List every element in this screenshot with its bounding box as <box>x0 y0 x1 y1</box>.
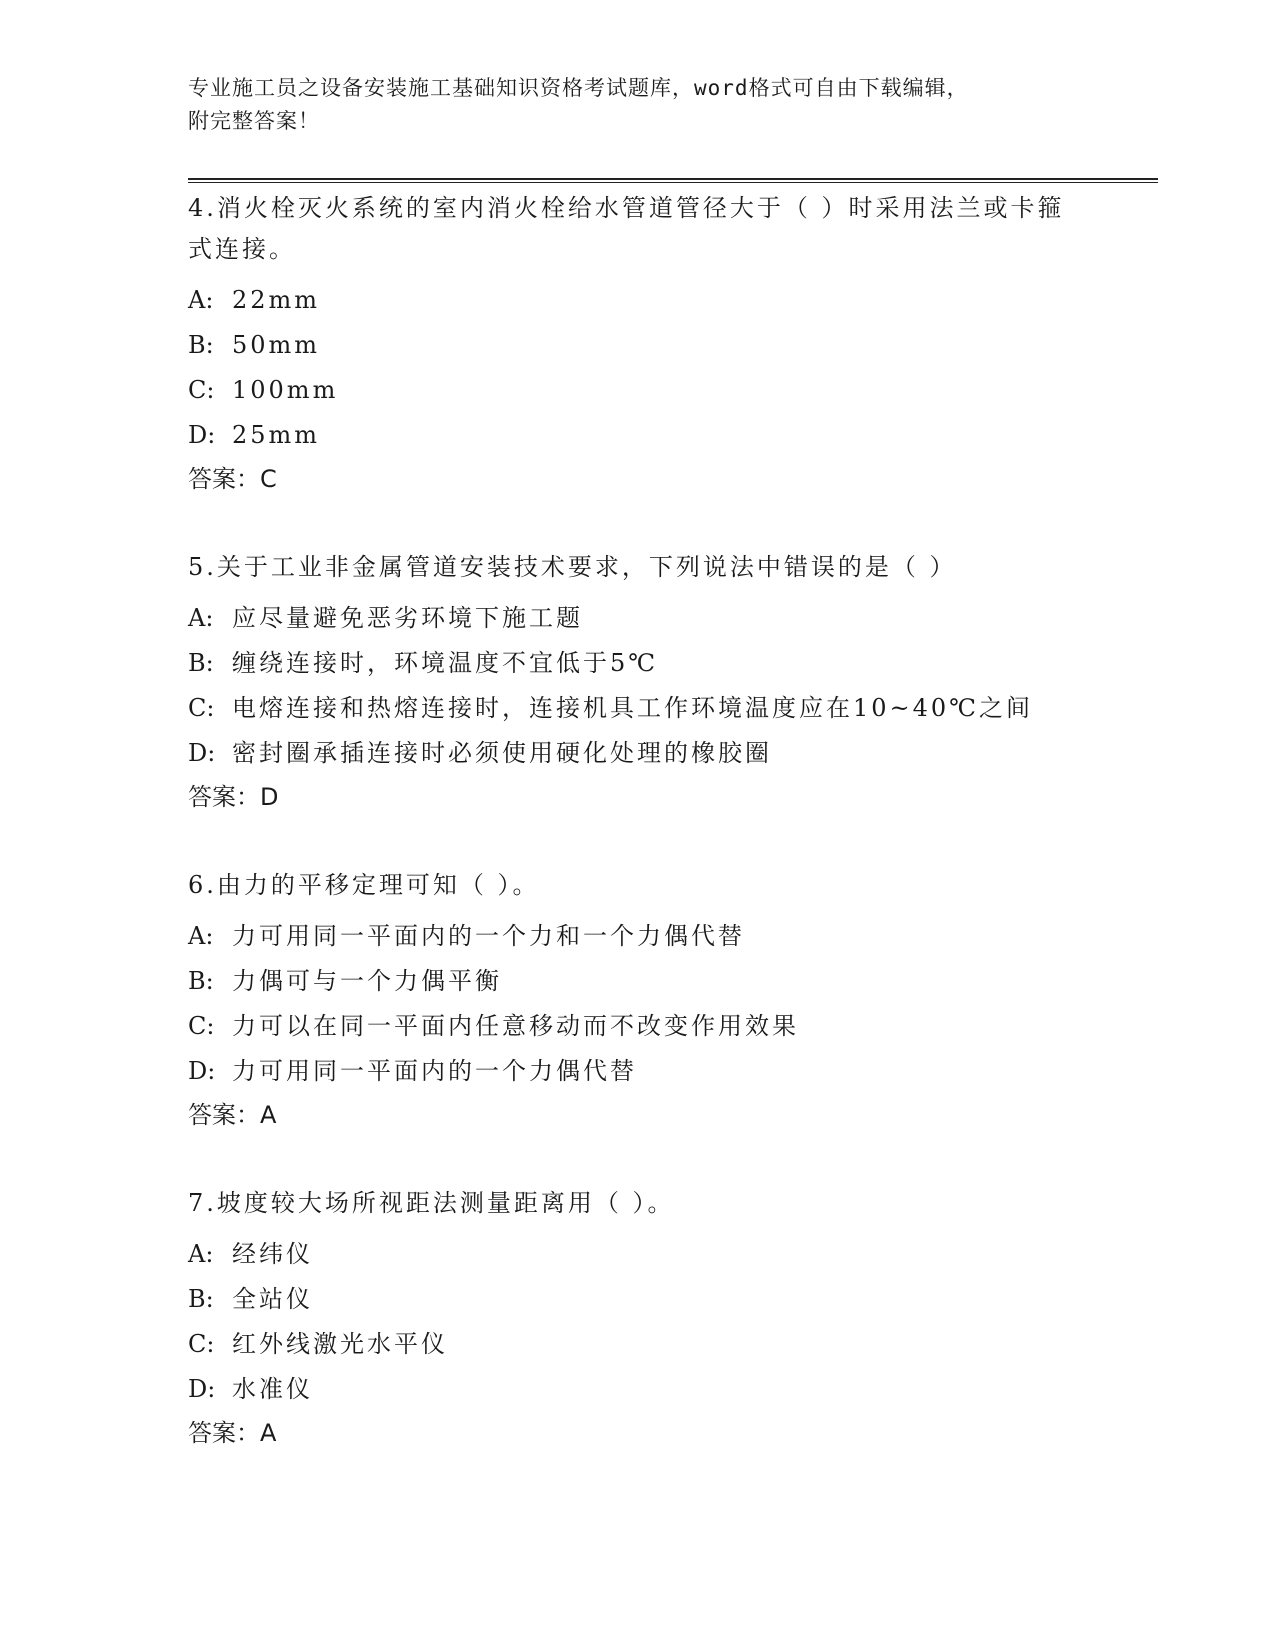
option-c <box>188 1329 1158 1359</box>
option-c <box>188 693 1158 723</box>
option-letter: B: <box>188 1285 214 1313</box>
option-letter: B: <box>188 331 214 359</box>
option-letter: D: <box>188 421 216 449</box>
option-letter: C: <box>188 1012 215 1040</box>
option-text: 力可以在同一平面内任意移动而不改变作用效果 <box>232 1012 799 1040</box>
option-text: 力可用同一平面内的一个力和一个力偶代替 <box>232 922 745 950</box>
option-letter: D: <box>188 1057 216 1085</box>
question-stem: 6.由力的平移定理可知（ ）。 <box>188 871 540 899</box>
header-line-1: 专业施工员之设备安装施工基础知识资格考试题库，word格式可自由下载编辑， <box>188 76 969 100</box>
option-letter: A: <box>188 286 214 314</box>
option-b <box>188 330 1158 360</box>
answer-line: 答案：A <box>188 1419 277 1447</box>
option-letter: C: <box>188 376 215 404</box>
option-text: 22mm <box>232 286 321 314</box>
option-text: 红外线激光水平仪 <box>232 1330 448 1358</box>
option-text: 电熔连接和热熔连接时，连接机具工作环境温度应在10~40℃之间 <box>232 694 1034 722</box>
document-header <box>188 72 1088 138</box>
question-6 <box>188 865 1158 1130</box>
option-letter: C: <box>188 1330 215 1358</box>
option-text: 25mm <box>232 421 321 449</box>
option-letter: C: <box>188 694 215 722</box>
option-b <box>188 648 1158 678</box>
option-a <box>188 921 1158 951</box>
header-line-2: 附完整答案！ <box>188 109 320 133</box>
option-text: 力可用同一平面内的一个力偶代替 <box>232 1057 637 1085</box>
option-text: 力偶可与一个力偶平衡 <box>232 967 502 995</box>
option-text: 全站仪 <box>232 1285 313 1313</box>
option-letter: D: <box>188 1375 216 1403</box>
option-text: 水准仪 <box>232 1375 313 1403</box>
question-stem: 4.消火栓灭火系统的室内消火栓给水管道管径大于（ ）时采用法兰或卡箍式连接。 <box>188 194 1065 263</box>
option-b <box>188 966 1158 996</box>
option-a <box>188 1239 1158 1269</box>
option-text: 缠绕连接时，环境温度不宜低于5℃ <box>232 649 659 677</box>
question-list <box>188 188 1158 1501</box>
option-text: 经纬仪 <box>232 1240 313 1268</box>
option-letter: A: <box>188 1240 214 1268</box>
option-text: 50mm <box>232 331 321 359</box>
question-stem: 7.坡度较大场所视距法测量距离用（ ）。 <box>188 1189 675 1217</box>
document-page <box>188 0 1158 1650</box>
question-5 <box>188 547 1158 812</box>
option-d <box>188 1056 1158 1086</box>
answer-line: 答案：C <box>188 465 277 493</box>
question-4 <box>188 188 1158 494</box>
question-7 <box>188 1183 1158 1448</box>
answer-line: 答案：A <box>188 1101 277 1129</box>
header-divider <box>188 178 1158 183</box>
option-c <box>188 1011 1158 1041</box>
option-letter: A: <box>188 604 214 632</box>
option-b <box>188 1284 1158 1314</box>
option-c <box>188 375 1158 405</box>
question-stem: 5.关于工业非金属管道安装技术要求，下列说法中错误的是（ ） <box>188 553 957 581</box>
option-letter: D: <box>188 739 216 767</box>
answer-line: 答案：D <box>188 783 279 811</box>
option-d <box>188 420 1158 450</box>
option-a <box>188 603 1158 633</box>
option-d <box>188 738 1158 768</box>
option-text: 100mm <box>232 376 339 404</box>
option-text: 密封圈承插连接时必须使用硬化处理的橡胶圈 <box>232 739 772 767</box>
option-letter: A: <box>188 922 214 950</box>
option-a <box>188 285 1158 315</box>
option-letter: B: <box>188 649 214 677</box>
option-letter: B: <box>188 967 214 995</box>
option-text: 应尽量避免恶劣环境下施工题 <box>232 604 583 632</box>
option-d <box>188 1374 1158 1404</box>
